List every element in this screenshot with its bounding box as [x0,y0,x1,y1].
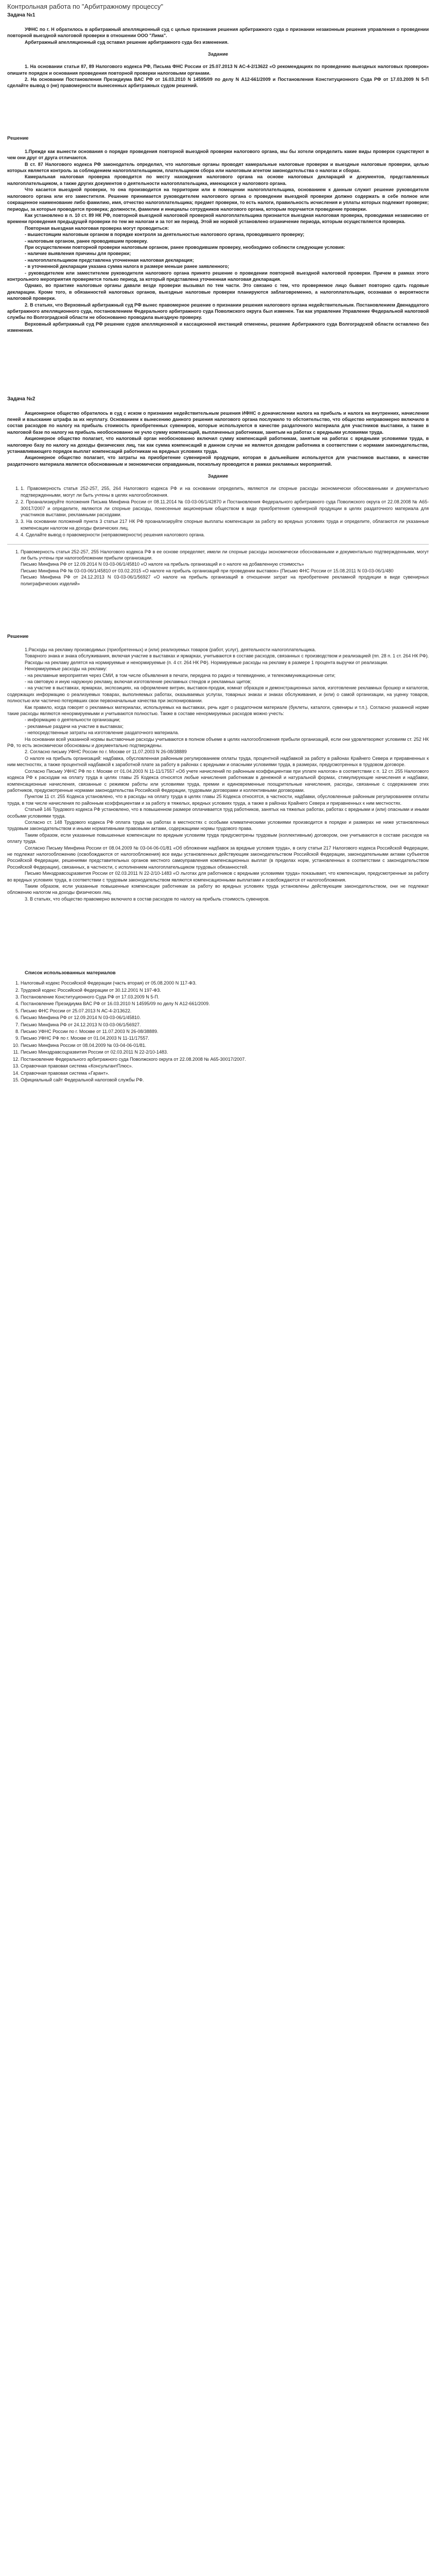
task-1-assignment-item: 1. На основании статьи 87, 89 Налогового кодекса РФ, Письма ФНС России от 25.07.2013 N АС-4-2/13622 «О рекомендациях по проведению выездных налоговых проверок» опишите порядок и основания проведения повторной проверки налоговыми органами. [7,64,429,76]
sources-list [7,980,429,1083]
task-1-solution-para: - вышестоящим налоговым органом в порядке контроля за деятельностью налогового органа, проводившего проверку; [25,232,305,238]
task-2-solution-para: Как правило, когда говорят о рекламных материалах, используемых на выставках, речь идет о раздаточном материале (буклеты, каталоги, сувениры и т.п.). Согласно указанной норме такие расходы являются ненормируемыми и учитываются полностью. Также в составе ненормируемых расходов можно учесть: [7,704,429,717]
task-2 [7,396,429,1083]
task-2-solution-para: 3. В статьях, что общество правомерно включило в состав расходов по налогу на прибыль стоимость сувениров. [25,896,270,902]
spacer [7,545,429,549]
spacer [7,89,429,112]
task-1-solution-para: 2. В статьях, что Верховный арбитражный суд РФ вынес правомерное решение о признании решения налогового органа недействительным. Постановлением Двенадцатого арбитражного апелляционного суда, постановлением Федерального арбитражного суда Поволжского округа был изменен. Так как управление Управление Федеральной налоговой службы по Волгоградской области не обоснованно проводила выездную проверку. [7,302,429,320]
task-2-solution-para: 1.Расходы на рекламу производимых (приобретенных) и (или) реализуемых товаров (работ, услуг), деятельности налогоплательщика. [25,647,316,652]
sources-heading: Список использованных материалов [25,970,116,976]
task-1-solution-para: - налоговым органом, ранее проводившим проверку. [25,238,148,244]
task-2-condition-para: Акционерное общество обратилось в суд с иском о признании недействительным решения ИФНС о доначислении налога на прибыль и налога на внутренних, начислении пеней и взыскание штрафа за их неуплату. Основанием к вынесению данного решения налогового органа послужило то обстоятельство, что общество неправомерно включило в состав расходов по налогу на прибыль стоимость приобретенных сувениров, которые используются в качестве раздаточного материала для участников выставки, а также в налоговой базе по налогу на прибыль необоснованно не учло сумму компенсаций, выплаченных работникам, занятым на работах с вредными условиями труда. [7,410,429,435]
spacer [7,539,429,544]
task-2-solution-heading: Решение [7,633,29,639]
task-1-heading: Задача №1 [7,12,36,18]
source-item: 6. Письмо Минфина РФ от 12.09.2014 N 03-03-06/1/45810. [21,1014,429,1021]
task-2-assignment-item: 2. 2. Проанализируйте положения Письма Минфина России от 08.11.2014 № 03-03-06/1/42870 и Постановления Федерального арбитражного суда Поволжского округа от 22.08.2008 № А65-30017/2007 и определите, являются ли спорные расходы, понесенные акционерным обществом в виде приобретения сувенирной продукции в целях раздаточного материала для участников выставки, рекламными расходами. [21,499,429,518]
task-1-solution-para: Камеральная налоговая проверка проводится по месту нахождения налогового органа на основе налоговых деклараций и документов, представленных налогоплательщиком, а также других документов о деятельности налогоплательщика, имеющихся у налогового органа. [7,174,429,186]
task-1-solution-para: Верховный арбитражный суд РФ решение судов апелляционной и кассационной инстанций отменены, решение Арбитражного суда Волгоградской области оставлено без изменения. [7,321,429,333]
task-1-solution-para: Повторная выездная налоговая проверка могут проводиться: [25,225,169,231]
task-2-solution-para: - на световую и иную наружную рекламу, включая изготовление рекламных стендов и рекламных щитов; [25,679,252,684]
task-1-solution-para: - налогоплательщиком представлена уточненная налоговая декларация; [25,257,194,263]
task-2-solution-para: Письмо Минздравсоцразвития России от 02.03.2011 N 22-2/10-1483 «О льготах для работников с вредными условиями труда» показывает, что компенсации, предусмотренные за работу во вредных условиях труда, в соответствии с трудовым законодательством являются компенсационными выплатами и освобождаются от налогообложения. [7,871,429,883]
source-item: 9. Письмо УФНС РФ по г. Москве от 01.04.2003 N 11-11/17557. [21,1035,429,1041]
task-2-solution-para: Расходы на рекламу делятся на нормируемые и ненормируемые (п. 4 ст. 264 НК РФ). Нормируемые расходы на рекламу в размере 1 процента выручки от реализации. [25,659,389,665]
task-2-solution-para: - информацию о деятельности организации; [25,717,120,723]
task-2-assignment-heading: Задание [207,473,229,480]
task-2-solution-para: О налоге на прибыль организаций: надбавка, обусловленная районным регулированием оплаты труда, процентной надбавкой за работу в районах Крайнего Севера и приравненных к ним местностях, а также процентной надбавкой к заработной плате за работу в районах с вредными и опасными условиями труда, в размерах, предусмотренных в трудовом договоре. [7,755,429,768]
task-1-solution-para: Однако, во практике налоговые органы давали везде проверки вызывал по тем части. Это связано с тем, что проверяемое лицо бывает повторно сдать годовые декларации. Кроме того, в обязанностей налоговых органов, выездные налоговые проверки планируются заблаговременно, а налогоплательщик, осознавая о вероятности налоговой проверки. [7,283,429,301]
task-2-solution [7,647,429,902]
source-item: 13. Справочная правовая система «КонсультантПлюс». [21,1063,429,1069]
task-2-condition-para: Акционерное общество полагает, что затраты на приобретение сувенирной продукции, которая в дальнейшем используется для участников выставки, в качестве раздаточного материала является обоснованным и экономически оправданным, поскольку проводится в рамках рекламных мероприятий. [7,455,429,467]
source-item: 1. Налоговый кодекс Российской Федерации (часть вторая) от 05.08.2000 N 117-ФЗ. [21,980,429,986]
spacer [7,902,429,964]
task-2-solution-para: - на рекламные мероприятия через СМИ, в том числе объявления в печати, передача по радио и телевидению, и телекоммуникационные сети; [25,672,336,678]
task-1-assignment [7,63,429,89]
task-2-solution-para: - на участие в выставках, ярмарках, экспозициях, на оформление витрин, выставок-продаж, комнат образцов и демонстрационных залов, изготовление рекламных брошюр и каталогов, содержащих информацию о реализуемых товарах, выполняемых работах, оказываемых услугах, товарных знаках и знаках обслуживания, и (или) о самой организации, на уценку товаров, полностью или частично потерявших свои первоначальные качества при экспонировании. [7,685,429,704]
source-item: 2. Трудовой кодекс Российской Федерации от 30.12.2001 N 197-ФЗ. [21,987,429,993]
source-item: 4. Постановление Президиума ВАС РФ от 16.03.2010 N 14595/09 по делу N А12-661/2009. [21,1001,429,1007]
source-item: 10. Письмо Минфина России от 08.04.2009 № 03-04-06-01/81. [21,1042,429,1048]
task-2-answer-list [7,549,429,587]
task-1-assignment-item: 2. На основании Постановления Президиума ВАС РФ от 16.03.2010 N 14595/09 по делу N А12-661/2009 и Постановления Конституционного Суда РФ от 17.03.2009 N 5-П сделайте вывод о (не) правомерности вынесенных арбитражных судом решений. [7,77,429,89]
task-1-solution-para: - наличие выявления причины для проверки; [25,251,131,257]
task-1-solution-para: - в уточненной декларации указана сумма налога в размере меньше ранее заявленного; [25,264,230,269]
task-2-solution-para: Согласно Письму Минфина России от 08.04.2009 № 03-04-06-01/81 «Об обложении надбавок за вредные условия труда», в силу статьи 217 Налогового кодекса Российской Федерации, не подлежат налогообложению (освобождаются от налогообложения) все виды установленных действующим законодательством Российской Федерации, законодательными актами субъектов Российской Федерации, решениями представительных органов местного самоуправления компенсационных выплат (в пределах норм, установленных в соответствии с законодательством Российской Федерации), связанных, в частности, с исполнением налогоплательщиком трудовых обязанностей. [7,845,429,870]
task-2-solution-para: Таким образом, если указанные повышенные компенсации по вредным условиям труда предусмотрены трудовым (коллективным) договором, они учитываются в составе расходов на оплату труда. [7,832,429,844]
task-1-solution-heading: Решение [7,135,29,141]
task-2-assignment-item: 1. 1. Правомерность статья 252-257, 255, 264 Налогового кодекса РФ и на основании определить, являются ли спорные расходы экономически обоснованными и документально подтвержденными, могут ли быть учтены в целях налогообложения. [21,485,429,498]
task-2-solution-para: - рекламные раздачи на участие в выставках; [25,723,124,729]
task-2-assignment-item: 4. 4. Сделайте вывод о правомерности (неправомерности) решения налогового органа. [21,532,429,538]
task-2-solution-para: 2. Согласно письму УФНС России по г. Москве от 11.07.2003 N 26-08/38889 [25,749,187,755]
task-2-condition-para: Акционерное общество полагает, что налоговый орган необоснованно включил сумму компенсаций работникам, занятым на работах с вредными условиями труда, в налоговую базу по налогу на доходы физических лиц, так как сумма компенсаций в данном случае не является доходом работника в соответствии с нормами законодательства, устанавливающего порядок выплат компенсаций работникам на вредных условиях труда. [7,436,429,454]
task-2-solution-para: Согласно ст. 148 Трудового кодекса РФ оплата труда на работах в местностях с особыми климатическими условиями производится в порядке и размерах не ниже установленных трудовым законодательством и иными нормативными правовыми актами, содержащими нормы трудового права. [7,819,429,832]
task-2-solution-para: Согласно Письму УФНС РФ по г. Москве от 01.04.2003 N 11-11/17557 «Об учете начислений по районным коэффициентам при уплате налогов» в соответствии с п. 12 ст. 255 Налогового кодекса РФ к расходам на оплату труда в целях главы 25 Кодекса относятся любые начисления работникам в денежной и натуральной формах, стимулирующие начисления и надбавки, компенсационные начисления, связанные с режимом работы или условиями труда, премии и единовременные поощрительные начисления, расходы, связанные с содержанием этих работников, предусмотренные нормами законодательства Российской Федерации, трудовыми договорами и коллективными договорами. [7,768,429,793]
task-2-answer-line: 1. Правомерность статья 252-257, 255 Налогового кодекса РФ в ее основе определяет, имели ли спорные расходы экономически обоснованными и документально подтвержденными, могут ли быть учтены при налогообложении прибыли организации. [21,549,429,561]
task-1-solution [7,148,429,334]
task-2-assignment-list [7,485,429,538]
task-1-solution-para: 1.Прежде как вынести основания о порядке проведения повторной выездной проверки налогового органа, мы бы хотели определить какие виды проверок существуют в чем они друг от друга отличаются. [7,148,429,161]
source-item: 15. Официальный сайт Федеральной налоговой службы РФ. [21,1077,429,1083]
task-2-solution-para: Статьей 146 Трудового кодекса РФ установлено, что в повышенном размере оплачивается труд работников, занятых на тяжелых работах, работах с вредными и (или) опасными и иными особыми условиями труда. [7,807,429,819]
task-2-solution-para: - непосредственные затраты на изготовление раздаточного материала. [25,730,179,736]
task-1-condition-para: Арбитражный апелляционный суд оставил решение арбитражного суда без изменения. [25,39,229,45]
task-2-solution-para: Товарного знака и знака обслуживания, включая участие в выставках и ярмарках, учитываются в составе расходов, связанных с производством и реализацией (пп. 28 п. 1 ст. 264 НК РФ). [25,653,429,659]
task-1-solution-para: Как установлено в п. 10 ст. 89 НК РФ, повторной выездной налоговой проверкой налогоплательщика признается выездная налоговая проверка, проводимая независимо от времени проведения предыдущей проверки по тем же налогам и за тот же период. Этой же нормой установлено ограничение периода, которым осуществляется проверка. [7,212,429,225]
task-1-solution-para: Что касается выездной проверки, то она производится на территории или в помещении налогоплательщика, основанием к данным служит решение руководителя налогового органа или его заместителя. Решение принимается руководителем налогового органа о проведении выездной проверки должно содержать в себе полное или сокращенное наименование либо фамилию, имя, отчество налогоплательщика; предмет проверки, то есть налоги, правильность исчисления и уплаты которых подлежит проверке; периоды, за которые проводится проверка; должности, фамилии и инициалы сотрудников налогового органа, которым поручается проведение проверки. [7,187,429,212]
spacer [7,587,429,610]
task-2-assignment-item: 3. 3. На основании положений пункта 3 статьи 217 НК РФ проанализируйте спорные выплаты компенсации за работу во вредных условиях труда и определите, облагаются ли указанные компенсации налогом на доходы физических лиц. [21,518,429,531]
task-1-solution-para: В ст. 87 Налогового кодекса РФ законодатель определил, что налоговые органы проводят камеральные налоговые проверки и выездные налоговые проверки, целью которых является контроль за соблюдением налогоплательщиком, плательщиком сбора или налоговым агентом законодательства о налогах и сборах. [7,161,429,174]
task-2-solution-para: Таким образом, если указанные повышенные компенсации работникам за работу во вредных условиях труда установлены действующим законодательством, они не подлежат обложению налогом на доходы физических лиц. [7,884,429,895]
spacer [7,334,429,396]
task-1-solution-para: - руководителем или заместителем руководителя налогового органа принято решение о проведении повторной выездной налоговой проверки. Причем в рамках этого контрольного мероприятия проверяется только период, за который представлена уточненная налоговая декларация. [7,270,429,282]
task-1-solution-para: При осуществлении повторной проверки налоговым органом, ранее проводившим проверку, необходимо соблюсти следующие условия: [25,244,345,250]
task-1-assignment-heading: Задание [207,52,229,58]
task-2-heading: Задача №2 [7,396,36,402]
document-page [0,0,436,1083]
task-2-answer-item [21,549,429,587]
task-2-solution-para: На основании всей указанной нормы выставочные расходы учитываются в полном объеме в целях налогообложения прибыли организаций, если они удовлетворяют условиям ст. 252 НК РФ, то есть экономически обоснованы и документально подтверждены. [7,736,429,749]
source-item: 8. Письмо УФНС России по г. Москве от 11.07.2003 N 26-08/38889. [21,1028,429,1035]
task-1-condition-para: УФНС по г. Н обратилось в арбитражный апелляционный суд с целью признания решения арбитражного суда о признании незаконным решения управления о проведении повторной выездной налоговой проверки в отношении ООО "Лима". [7,27,429,39]
source-item: 3. Постановление Конституционного Суда РФ от 17.03.2009 N 5-П. [21,994,429,1000]
source-item: 12. Постановление Федерального арбитражного суда Поволжского округа от 22.08.2008 № А65-30017/2007. [21,1056,429,1062]
task-1-condition [7,26,429,45]
source-item: 11. Письмо Минздравсоцразвития России от 02.03.2011 N 22-2/10-1483. [21,1049,429,1055]
source-item: 5. Письмо ФНС России от 25.07.2013 N АС-4-2/13622. [21,1008,429,1014]
task-2-answer-line: Письмо Минфина РФ № 03-03-06/1/45810 от 03.02.2015 «О налоге на прибыль организаций при проведении выставок» (Письмо ФНС России от 15.08.2011 N 03-03-06/1/480 [21,568,394,573]
task-1 [7,12,429,334]
document-title: Контрольная работа по "Арбитражному процессу" [7,3,163,10]
task-2-condition [7,410,429,468]
source-item: 14. Справочная правовая система «Гарант». [21,1070,429,1076]
task-2-answer-line: Письмо Минфина РФ от 24.12.2013 N 03-03-06/1/56927 «О налоге на прибыль организаций в отношении затрат на приобретение рекламной продукции в виде сувенирных полиграфических изделий» [21,574,429,586]
task-2-solution-para: Ненормируемые расходы на рекламу: [25,666,108,672]
task-2-answer-line: Письмо Минфина РФ от 12.09.2014 N 03-03-06/1/45810 «О налоге на прибыль организаций и о налоге на добавленную стоимость» [21,562,304,567]
source-item: 7. Письмо Минфина РФ от 24.12.2013 N 03-03-06/1/56927. [21,1022,429,1028]
task-2-solution-para: Пунктом 11 ст. 255 Кодекса установлено, что в расходы на оплату труда в целях главы 25 Кодекса относятся, в частности, надбавки, обусловленные районным регулированием оплаты труда, в том числе начисления по районным коэффициентам и за работу в тяжелых, вредных условиях труда, а также в районах Крайнего Севера и приравненных к ним местностях. [7,794,429,806]
